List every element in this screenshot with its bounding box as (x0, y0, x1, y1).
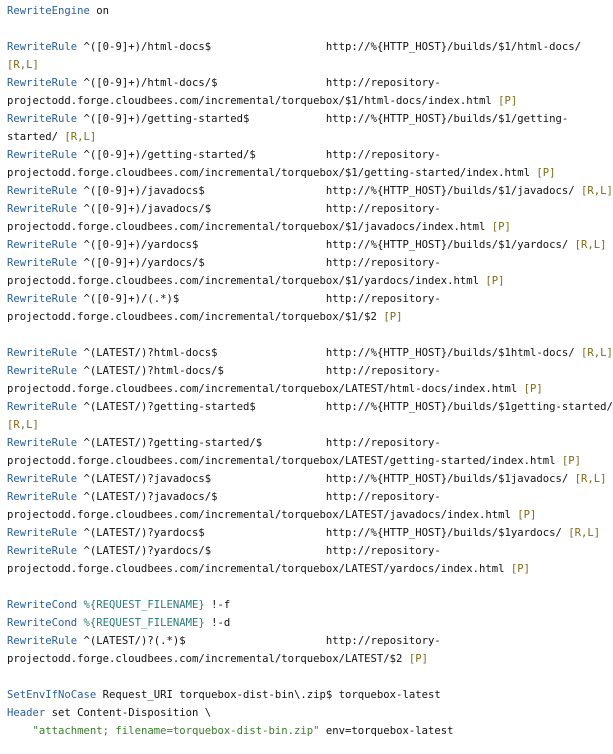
code-line (7, 254, 600, 272)
code-text: !-d (204, 617, 231, 629)
code-text: projectodd.forge.cloudbees.com/incremental/torquebox/LATEST/$2 (7, 653, 409, 665)
code-line (7, 92, 600, 110)
code-pattern: ^([0-9]+)/javadocs$ (77, 185, 205, 197)
blank-line (7, 668, 600, 686)
code-text: projectodd.forge.cloudbees.com/incremental/torquebox/$1/getting-started/index.html (7, 167, 537, 179)
code-text: http://repository- (262, 437, 441, 449)
code-keyword: RewriteRule (7, 473, 78, 485)
code-text: http://%{HTTP_HOST}/builds/$1/yardocs/ (198, 239, 575, 251)
code-variable: %{REQUEST_FILENAME} (77, 599, 205, 611)
code-keyword: RewriteRule (7, 491, 78, 503)
code-text: http://%{HTTP_HOST}/builds/$1yardocs/ (204, 527, 569, 539)
code-flags: [P] (485, 275, 505, 287)
code-flags: [P] (408, 653, 428, 665)
code-text (7, 725, 33, 737)
code-text: http://%{HTTP_HOST}/builds/$1getting-started/ (255, 401, 613, 413)
code-keyword: RewriteRule (7, 437, 78, 449)
code-keyword: RewriteEngine (7, 5, 90, 17)
code-text: projectodd.forge.cloudbees.com/incremental/torquebox/$1/yardocs/index.html (7, 275, 486, 287)
code-line (7, 470, 607, 488)
code-flags: [P] (517, 509, 537, 521)
code-keyword: Header (7, 707, 46, 719)
code-text: projectodd.forge.cloudbees.com/incremental/torquebox/LATEST/javadocs/index.html (7, 509, 518, 521)
code-keyword: RewriteRule (7, 545, 78, 557)
code-keyword: RewriteRule (7, 527, 78, 539)
code-flags: [R,L] (7, 59, 39, 71)
code-flags: [R,L] (7, 419, 39, 431)
code-text: projectodd.forge.cloudbees.com/incremental/torquebox/$1/html-docs/index.html (7, 95, 499, 107)
code-string: "attachment; filename=torquebox-dist-bin.zip" (32, 725, 320, 737)
code-text: projectodd.forge.cloudbees.com/incremental/torquebox/$1/$2 (7, 311, 384, 323)
code-flags: [P] (498, 95, 518, 107)
code-text: http://repository- (179, 293, 441, 305)
code-text: http://repository- (223, 365, 441, 377)
code-line (7, 236, 607, 254)
code-keyword: SetEnvIfNoCase (7, 689, 97, 701)
code-text: http://repository- (217, 491, 441, 503)
code-flags: [P] (523, 383, 543, 395)
code-pattern: ^(LATEST/)?html-docs$ (77, 347, 218, 359)
blank-line (7, 20, 600, 38)
blank-line (7, 578, 600, 596)
code-text: projectodd.forge.cloudbees.com/incremental/torquebox/$1/javadocs/index.html (7, 221, 492, 233)
code-keyword: RewriteRule (7, 257, 78, 269)
code-pattern: ^(LATEST/)?getting-started$ (77, 401, 256, 413)
code-keyword: RewriteRule (7, 77, 78, 89)
code-flags: [P] (491, 221, 511, 233)
code-text: http://repository- (255, 149, 441, 161)
code-text: projectodd.forge.cloudbees.com/incremental/torquebox/LATEST/html-docs/index.html (7, 383, 524, 395)
code-text: projectodd.forge.cloudbees.com/incremental/torquebox/LATEST/getting-started/index.html (7, 455, 562, 467)
code-pattern: ^([0-9]+)/yardocs/$ (77, 257, 205, 269)
code-text: http://repository- (204, 257, 441, 269)
code-variable: %{REQUEST_FILENAME} (77, 617, 205, 629)
code-line (7, 74, 600, 92)
code-text: started/ (7, 131, 65, 143)
code-line (7, 452, 600, 470)
code-pattern: ^([0-9]+)/getting-started/$ (77, 149, 256, 161)
code-line (7, 524, 600, 542)
code-keyword: RewriteRule (7, 113, 78, 125)
code-line (7, 164, 600, 182)
code-flags: [P] (561, 455, 582, 467)
code-pattern: ^([0-9]+)/getting-started$ (77, 113, 250, 125)
code-text: Request_URI torquebox-dist-bin\.zip$ torquebox-latest (96, 689, 441, 701)
code-line (7, 272, 600, 290)
code-line (7, 38, 600, 56)
code-keyword: RewriteRule (7, 185, 78, 197)
code-text: env=torquebox-latest (319, 725, 454, 737)
code-flags: [R,L] (574, 239, 607, 251)
code-pattern: ^(LATEST/)?html-docs/$ (77, 365, 224, 377)
code-keyword: RewriteRule (7, 365, 78, 377)
code-line (7, 434, 600, 452)
code-flags: [P] (383, 311, 403, 323)
code-keyword: RewriteRule (7, 239, 78, 251)
code-line (7, 110, 600, 128)
code-pattern: ^(LATEST/)?javadocs$ (77, 473, 212, 485)
code-line (7, 704, 600, 722)
code-line (7, 2, 600, 20)
code-line (7, 416, 600, 434)
code-flags: [P] (510, 563, 531, 575)
code-text: http://repository- (211, 203, 441, 215)
blank-line (7, 326, 600, 344)
code-text: http://%{HTTP_HOST}/builds/$1/getting- (249, 113, 569, 125)
code-line (7, 146, 600, 164)
code-flags: [R,L] (568, 527, 601, 539)
code-keyword: RewriteRule (7, 41, 78, 53)
code-flags: [R,L] (581, 347, 613, 359)
code-line (7, 344, 613, 362)
code-line (7, 290, 600, 308)
code-line (7, 596, 600, 614)
code-line (7, 488, 600, 506)
code-pattern: ^([0-9]+)/html-docs$ (77, 41, 212, 53)
code-pattern: ^(LATEST/)?getting-started/$ (77, 437, 263, 449)
code-line (7, 380, 600, 398)
code-line (7, 650, 600, 668)
code-keyword: RewriteRule (7, 293, 78, 305)
code-line (7, 128, 600, 146)
code-pattern: ^([0-9]+)/(.*)$ (77, 293, 180, 305)
code-text: http://repository- (211, 545, 441, 557)
code-line (7, 614, 600, 632)
code-pattern: ^(LATEST/)?yardocs$ (77, 527, 205, 539)
code-flags: [R,L] (64, 131, 97, 143)
code-keyword: RewriteRule (7, 635, 78, 647)
code-pattern: ^(LATEST/)?javadocs/$ (77, 491, 218, 503)
code-text: http://%{HTTP_HOST}/builds/$1html-docs/ (217, 347, 582, 359)
code-text: http://%{HTTP_HOST}/builds/$1javadocs/ (211, 473, 575, 485)
code-flags: [R,L] (574, 473, 607, 485)
code-line (7, 362, 600, 380)
code-pattern: ^(LATEST/)?yardocs/$ (77, 545, 212, 557)
code-text: http://%{HTTP_HOST}/builds/$1/html-docs/ (211, 41, 582, 53)
code-line (7, 542, 600, 560)
code-line (7, 218, 600, 236)
code-keyword: RewriteRule (7, 203, 78, 215)
code-flags: [P] (536, 167, 556, 179)
code-keyword: RewriteRule (7, 149, 78, 161)
code-line (7, 632, 600, 650)
code-pattern: ^([0-9]+)/html-docs/$ (77, 77, 218, 89)
code-text: projectodd.forge.cloudbees.com/incremental/torquebox/LATEST/yardocs/index.html (7, 563, 511, 575)
code-line (7, 506, 600, 524)
code-line (7, 308, 600, 326)
code-flags: [R,L] (581, 185, 613, 197)
code-pattern: ^([0-9]+)/javadocs/$ (77, 203, 212, 215)
code-line (7, 722, 600, 740)
code-text: http://repository- (185, 635, 441, 647)
code-line (7, 200, 600, 218)
code-text: set Content-Disposition \ (45, 707, 212, 719)
code-text: http://%{HTTP_HOST}/builds/$1/javadocs/ (204, 185, 582, 197)
code-keyword: RewriteRule (7, 347, 78, 359)
code-text: !-f (204, 599, 231, 611)
code-pattern: ^([0-9]+)/yardocs$ (77, 239, 199, 251)
code-keyword: RewriteCond (7, 617, 78, 629)
code-line (7, 560, 600, 578)
code-keyword: RewriteCond (7, 599, 78, 611)
code-keyword: RewriteRule (7, 401, 78, 413)
code-line (7, 182, 613, 200)
code-line (7, 56, 600, 74)
code-pattern: ^(LATEST/)?(.*)$ (77, 635, 186, 647)
code-line (7, 398, 613, 416)
code-text: http://repository- (217, 77, 441, 89)
code-line (7, 686, 600, 704)
code-text: on (89, 5, 110, 17)
